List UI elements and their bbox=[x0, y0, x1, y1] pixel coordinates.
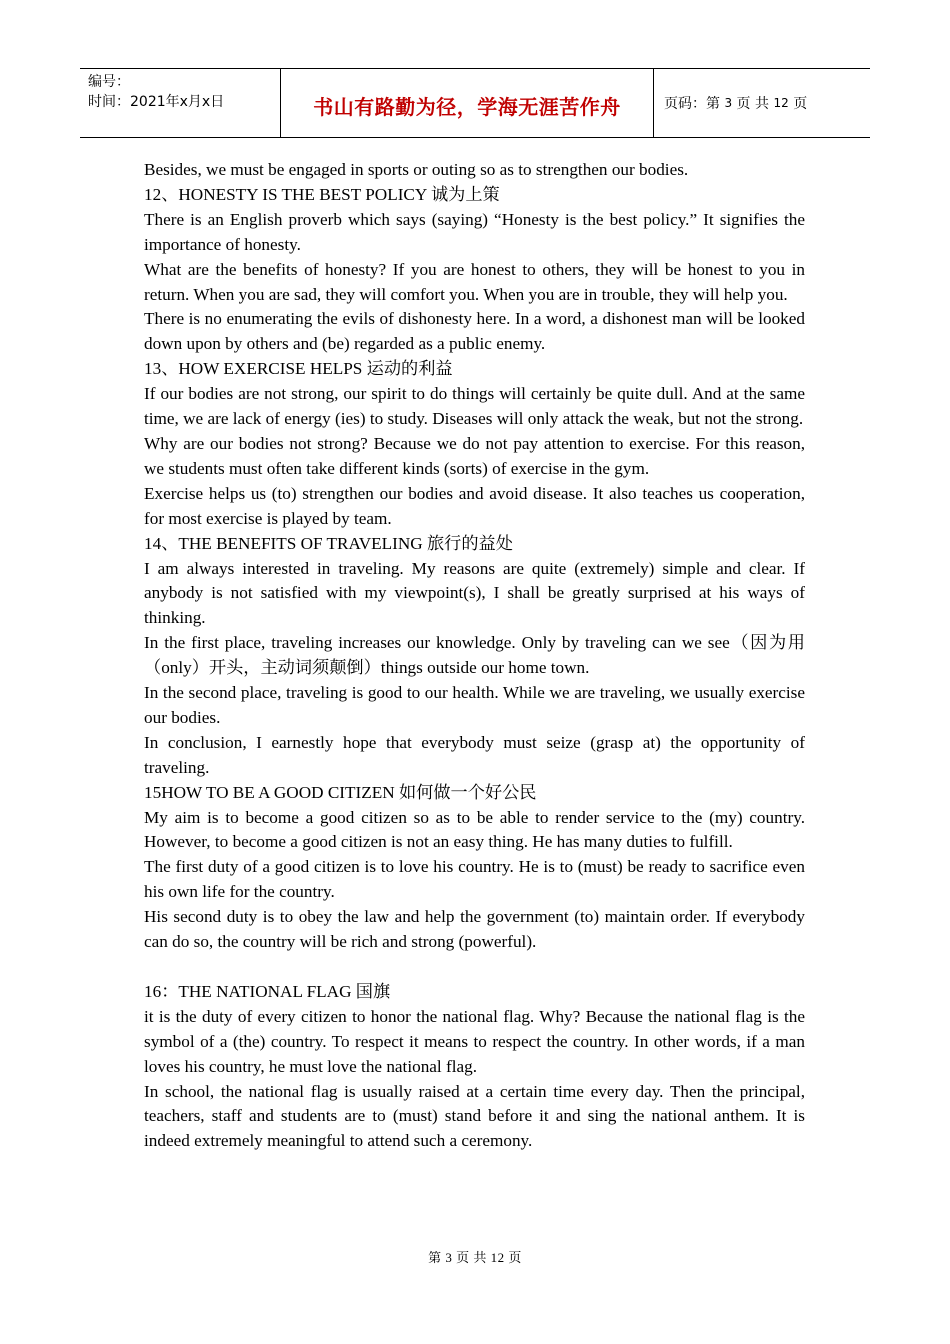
paragraph: The first duty of a good citizen is to love his country. He is to (must) be ready to sacrifice even his own life for the country. bbox=[144, 857, 805, 902]
paragraph: There is no enumerating the evils of dishonesty here. In a word, a dishonest man will be looked down upon by others and (be) regarded as a public enemy. bbox=[144, 309, 805, 354]
paragraph: In conclusion, I earnestly hope that everybody must seize (grasp at) the opportunity of traveling. bbox=[144, 732, 805, 777]
page-total: 12 bbox=[773, 96, 789, 110]
time-label: 时间： bbox=[88, 94, 130, 110]
page-header bbox=[80, 68, 870, 138]
header-meta bbox=[80, 69, 281, 137]
footer-text-1: 第 bbox=[428, 1250, 442, 1265]
paragraph: Besides, we must be engaged in sports or outing so as to strengthen our bodies. bbox=[144, 160, 689, 179]
paragraph: Exercise helps us (to) strengthen our bodies and avoid disease. It also teaches us cooperation, for most exercise is played by team. bbox=[144, 483, 805, 528]
footer-text-3: 页 bbox=[508, 1250, 522, 1265]
paragraph: There is an English proverb which says (saying) “Honesty is the best policy.” It signifies the importance of honesty. bbox=[144, 209, 805, 254]
page-text-3: 页 bbox=[793, 96, 808, 112]
header-page-info bbox=[654, 69, 870, 137]
page-current: 3 bbox=[724, 96, 733, 110]
page-label: 页码： bbox=[664, 96, 706, 112]
footer-text-2: 页 共 bbox=[456, 1250, 487, 1265]
paragraph: In the first place, traveling increases our knowledge. Only by traveling can we see（因为用（only）开头，主动词须颠倒）things outside our home town. bbox=[144, 633, 805, 678]
page-text-2: 页 共 bbox=[736, 96, 769, 112]
paragraph: I am always interested in traveling. My reasons are quite (extremely) simple and clear. If anybody is not satisfied with my viewpoint(s), I shall be greatly surprised at his ways of thinking. bbox=[144, 558, 805, 628]
paragraph: His second duty is to obey the law and help the government (to) maintain order. If everybody can do so, the country will be rich and strong (powerful). bbox=[144, 907, 805, 952]
date-value: 2021年x月x日 bbox=[130, 94, 225, 110]
header-motto-cell bbox=[281, 69, 654, 137]
section-heading: 16：THE NATIONAL FLAG 国旗 bbox=[144, 981, 391, 1001]
header-motto: 书山有路勤为径，学海无涯苦作舟 bbox=[313, 94, 621, 119]
page-text-1: 第 bbox=[706, 96, 720, 112]
document-body bbox=[144, 158, 805, 1154]
paragraph: In the second place, traveling is good to our health. While we are traveling, we usually exercise our bodies. bbox=[144, 683, 805, 727]
footer-total-pages: 12 bbox=[490, 1250, 505, 1265]
section-heading: 14、THE BENEFITS OF TRAVELING 旅行的益处 bbox=[144, 533, 513, 553]
blank-line bbox=[144, 955, 805, 980]
section-heading: 13、HOW EXERCISE HELPS 运动的利益 bbox=[144, 359, 453, 379]
paragraph: What are the benefits of honesty? If you are honest to others, they will be honest to you in return. When you are sad, they will comfort you. When you are in trouble, they will help you. bbox=[144, 259, 805, 304]
paragraph: In school, the national flag is usually raised at a certain time every day. Then the principal, teachers, staff and students are to (must) stand before it and sing the national anthem. It is indeed extremely meaningful to attend such a ceremony. bbox=[144, 1081, 805, 1151]
footer-current-page: 3 bbox=[445, 1250, 453, 1265]
time-line bbox=[88, 92, 280, 112]
section-heading: 15HOW TO BE A GOOD CITIZEN 如何做一个好公民 bbox=[144, 782, 537, 802]
paragraph: My aim is to become a good citizen so as to be able to render service to the (my) country. However, to become a good citizen is not an easy thing. He has many duties to fulfill. bbox=[144, 807, 805, 852]
paragraph: If our bodies are not strong, our spirit to do things will certainly be quite dull. And at the same time, we are lack of energy (ies) to study. Diseases will only attack the weak, but not the strong. bbox=[144, 384, 805, 429]
number-label: 编号： bbox=[88, 74, 130, 90]
page-footer bbox=[0, 1247, 950, 1266]
paragraph: it is the duty of every citizen to honor the national flag. Why? Because the national flag is the symbol of a (the) country. To respect it means to respect the country. In other words, if a man loves his country, he must love the national flag. bbox=[144, 1006, 805, 1076]
section-heading: 12、HONESTY IS THE BEST POLICY 诚为上策 bbox=[144, 184, 500, 204]
paragraph: Why are our bodies not strong? Because we do not pay attention to exercise. For this reason, we students must often take different kinds (sorts) of exercise in the gym. bbox=[144, 433, 805, 478]
